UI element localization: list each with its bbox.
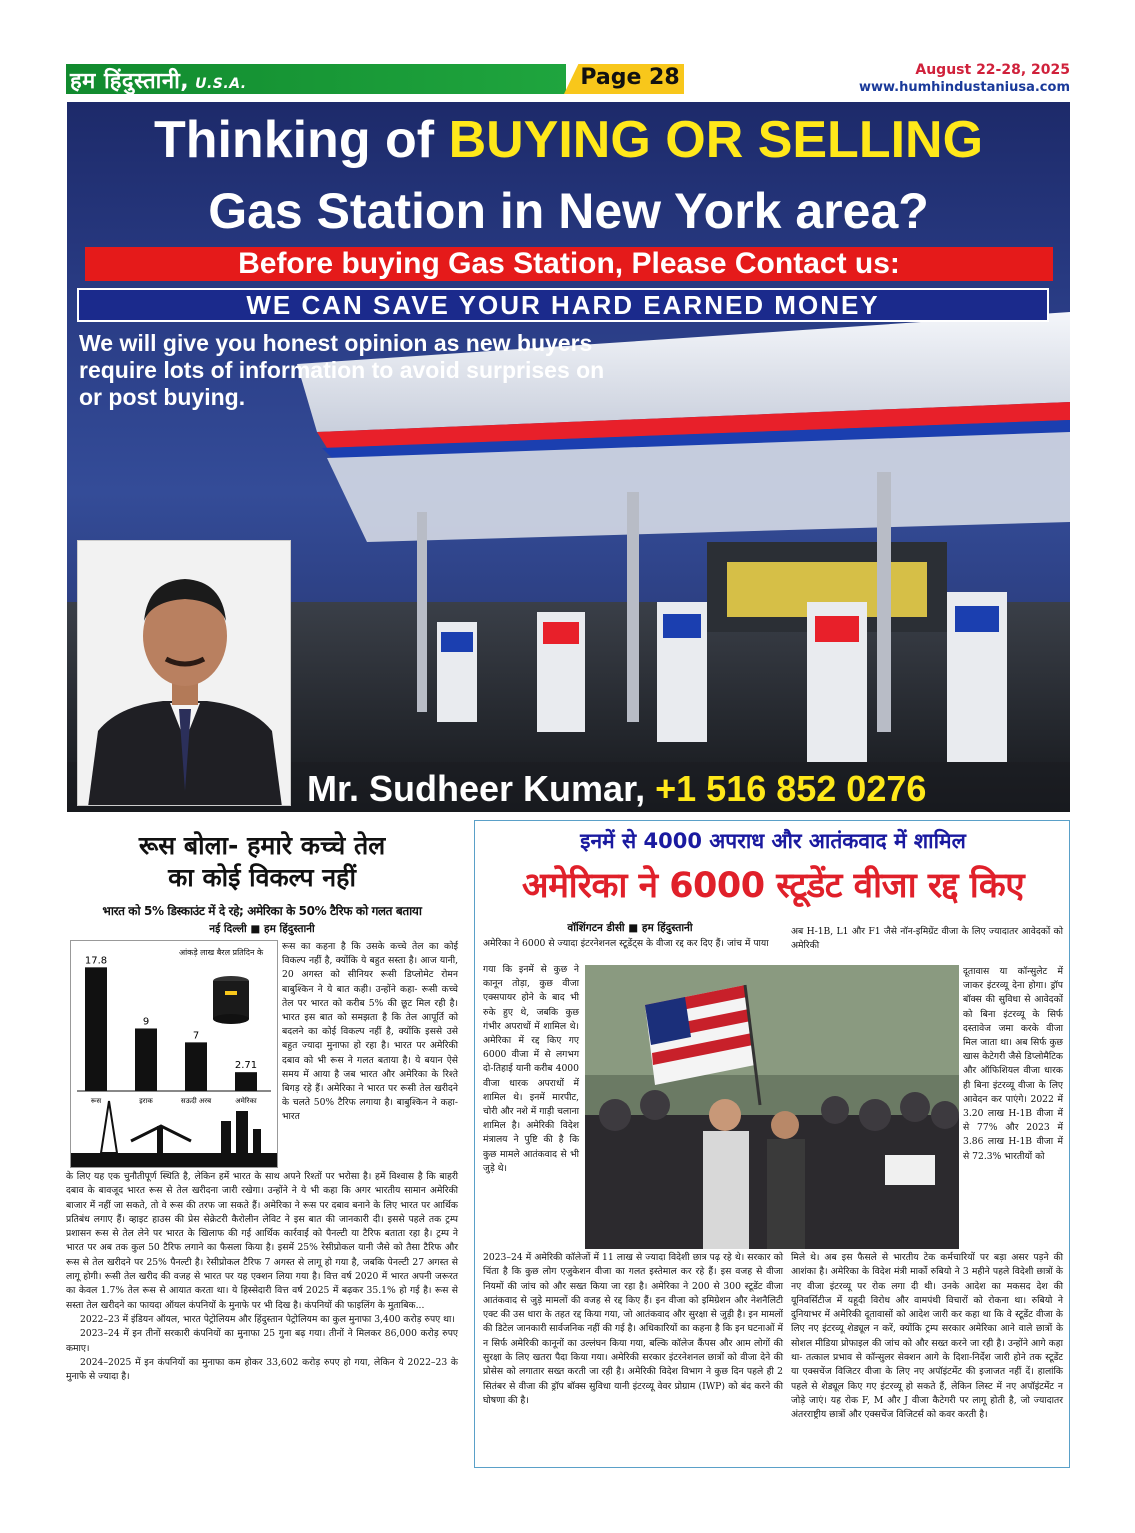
article-subheadline: भारत को 5% डिस्काउंट में दे रहे; अमेरिका के 50% टैरिफ को गलत बताया [102, 904, 422, 918]
ad-headline-line1 [67, 110, 1070, 170]
website-link[interactable]: www.humhindustaniusa.com [858, 80, 1070, 95]
ad-headline-line2: Gas Station in New York area? [208, 183, 929, 239]
page-number: Page 28 [580, 65, 680, 90]
masthead-text: हम हिंदुस्तानी, [70, 69, 190, 94]
article-headline: अमेरिका ने 6000 स्टूडेंट वीजा रद्द किए [521, 866, 1025, 906]
article-intro: अमेरिका ने 6000 से ज्यादा इंटरनेशनल स्टूडेंट्स के वीजा रद्द कर दिए हैं। जांच में पाया [483, 938, 769, 949]
article-headline-line1: रूस बोला- हमारे कच्चे तेल [138, 831, 386, 860]
chart-value-label: 9 [142, 1016, 150, 1028]
ad-contact-banner: Before buying Gas Station, Please Contact us: [85, 247, 1053, 281]
masthead-title [70, 65, 247, 95]
article-dateline: वॉशिंगटन डीसी ■ हम हिंदुस्तानी [567, 922, 693, 934]
ad-save-banner: WE CAN SAVE YOUR HARD EARNED MONEY [77, 288, 1049, 322]
article-body-wrap: रूस का कहना है कि उसके कच्चे तेल का कोई विकल्प नहीं है, क्योंकि ये बहुत सस्ता है। आज यानी, 20 अगस्त को सीनियर रूसी डिप्लोमेट रोमन बाबुश्किन ने ये बात कही। उन्होंने कहा- रूसी कच्चे तेल पर भारत को करीब 5% की छूट मिल रही है। भारत इस बात को समझता है कि तेल आपूर्ति को बदलने का कोई विकल्प नहीं है, क्योंकि इससे उसे बहुत ज्यादा मुनाफा हो रहा है। भारत पर अमेरिकी दबाव को भी रूस ने गलत बताया है। ये बयान ऐसे समय में आया है जब भारत और अमेरिका के रिश्ते बिगड़ रहे हैं। अमेरिका ने भारत पर रूसी तेल खरीदने के चलते 50% टैरिफ लगाया है। बाबुश्किन ने कहा- भारत [282, 941, 458, 1123]
article-kicker: इनमें से 4000 अपराध और आतंकवाद में शामिल [580, 829, 966, 853]
chart-bar [235, 1072, 257, 1091]
article-paragraph: के लिए यह एक चुनौतीपूर्ण स्थिति है, लेकिन हमें भारत के साथ अपने रिश्तों पर भरोसा है। हमें विश्वास है कि बाहरी दबाव के बावजूद भारत रूस से तेल खरीदना जारी रखेगा। उन्होंने ने ये भी कहा कि अगर भारतीय सामान अमेरिकी बाजार में नहीं जा सकते, तो वे रूस की तरफ जा सकते हैं। अमेरिका ने रूस पर दबाव बनाने के लिए भारत पर आर्थिक प्रतिबंध लगाए हैं। व्हाइट हाउस की प्रेस सेक्रेटरी कैरोलीन लेविट ने इस बात की जानकारी दी। इससे पहले तक ट्रम्प प्रशासन रूस से तेल लेने पर भारत के खिलाफ की गई आर्थिक कार्रवाई को पैनल्टी या टैरिफ बताता रहा है। ट्रम्प ने भारत पर अब तक कुल 50 टैरिफ लगाने का फैसला किया है। इसमें 25% रेसीप्रोकल यानी जैसे को तैसा टैरिफ और रूस से तेल खरीदने पर 25% पैनल्टी है। रेसीप्रोकल टैरिफ 7 अगस्त से लागू हो गया है, जबकि पेनल्टी 27 अगस्त से लागू होगी। रूसी तेल खरीद की वजह से भारत पर यह एक्शन लिया गया है। वित्त वर्ष 2020 में भारत अपनी जरूरत का केवल 1.7% तेल रूस से आयात करता था। ये हिस्सेदारी वित्त वर्ष 2025 में बढ़कर 35.1% हो गई है। रूस से सस्ता तेल खरीदने का फायदा ऑयल कंपनियों के मुनाफे पर भी दिख है। कंपनियों की फाइलिंग के मुताबिक... [66, 1171, 458, 1311]
russia-oil-article [66, 822, 458, 1467]
chart-value-label: 2.71 [234, 1060, 258, 1072]
chart-category-label: रूस [90, 1097, 102, 1105]
article-headline-line2: का कोई विकल्प नहीं [168, 863, 356, 892]
chart-bar [135, 1028, 157, 1091]
article-body [66, 1170, 458, 1384]
advertiser-name: Mr. Sudheer Kumar, [307, 768, 646, 809]
chart-value-label: 17.8 [84, 955, 108, 967]
oil-barrel-icon [213, 976, 249, 1024]
article-dateline: नई दिल्ली ■ हम हिंदुस्तानी [209, 923, 315, 935]
chart-category-label: अमेरिका [235, 1097, 257, 1105]
chart-value-label: 7 [192, 1030, 200, 1042]
protest-photo [585, 965, 959, 1249]
chart-category-label: इराक [139, 1097, 153, 1105]
protest-crowd-image [585, 965, 959, 1249]
article-body-right-top: अब H-1B, L1 और F1 जैसे नॉन-इमिग्रेंट वीजा के लिए ज्यादातर आवेदकों को अमेरिकी [791, 926, 1063, 952]
article-paragraph: 2024–2025 में इन कंपनियों का मुनाफा कम होकर 33,602 करोड़ रुपए हो गया, लेकिन ये 2022–23 के मुनाफे से ज्यादा है। [66, 1356, 458, 1383]
article-body-wrap-right: दूतावास या कॉन्सुलेट में जाकर इंटरव्यू देना होगा। ड्रॉप बॉक्स की सुविधा से आवेदकों को बिना इंटरव्यू के सिर्फ दस्तावेज जमा करके वीजा मिल जाता था। अब सिर्फ कुछ खास केटेगरी जैसे डिप्लोमैटिक और ऑफिशियल वीजा धारक ही बिना इंटरव्यू वीजा के लिए आवेदन कर पाएंगे। 2022 में 3.20 लाख H-1B वीजा में से 77% और 2023 में 3.86 लाख H-1B वीजा में से 72.3% भारतीयों को [963, 966, 1063, 1162]
article-paragraph: 2023–24 में इन तीनों सरकारी कंपनियों का मुनाफा 25 गुना बढ़ गया। तीनों ने मिलकर 86,000 करोड़ रुपए कमाए। [66, 1328, 458, 1354]
issue-date: August 22-28, 2025 [915, 62, 1070, 78]
ad-headline-prefix: Thinking of [153, 111, 449, 169]
article-paragraph: 2022–23 में इंडियन ऑयल, भारत पेट्रोलियम और हिंदुस्तान पेट्रोलियम का कुल मुनाफा 3,400 करोड़ रुपए था। [80, 1313, 455, 1325]
page-header [66, 62, 1070, 100]
chart-bar [85, 967, 107, 1091]
advertiser-contact [307, 768, 926, 810]
oil-derrick-illustration [71, 1101, 277, 1167]
article-body-right: मिले थे। अब इस फैसले से भारतीय टेक कर्मचारियों पर बड़ा असर पड़ने की आशंका है। अमेरिका के विदेश मंत्री मार्को रुबियो ने 3 महीने पहले विदेशी छात्रों के नए वीजा इंटरव्यू पर रोक लगा दी थी। उनके आदेश का मकसद देश की यूनिवर्सिटीज में यहूदी विरोध और वामपंथी विचारों को रोकना था। रुबियो ने दुनियाभर में अमेरिकी दूतावासों को आदेश जारी कर कहा था कि वे स्टूडेंट वीजा के लिए नए इंटरव्यू शेड्यूल न करें, क्योंकि ट्रम्प सरकार अमेरिका आने वाले छात्रों के सोशल मीडिया प्रोफाइल की जांच को और सख्त करने जा रही है। उन्होंने आगे कहा था- तत्काल प्रभाव से कॉन्सुलर सेक्शन आगे के दिशा-निर्देश जारी होने तक स्टूडेंट या एक्सचेंज विजिटर वीजा के लिए नए अपॉइंटमेंट की इजाजत नहीं दें। हालांकि पहले से शेड्यूल किए गए इंटरव्यू हो सकते हैं, लेकिन लिस्ट में नए अपॉइंटमेंट न जोड़े जाएं। यह रोक F, M और J वीजा कैटेगरी पर लागू होती है, जो ज्यादातर अंतरराष्ट्रीय छात्रों और एक्सचेंज विजिटर्स को कवर करती है। [791, 1252, 1063, 1421]
ad-body-text: We will give you honest opinion as new buyers require lots of information to avoid surprises on or post buying. [79, 330, 605, 410]
advertiser-phone[interactable]: +1 516 852 0276 [655, 768, 927, 809]
chart-title: आंकड़े लाख बैरल प्रतिदिन के [179, 948, 264, 957]
article-body-left: 2023–24 में अमेरिकी कॉलेजों में 11 लाख से ज्यादा विदेशी छात्र पढ़ रहे थे। सरकार को चिंता है कि कुछ लोग एजुकेशन वीजा का गलत इस्तेमाल कर रहे हैं। इस वजह से वीजा नियमों की जांच को और सख्त किया जा रहा है। अमेरिका ने 200 से 300 स्टूडेंट वीजा आतंकवाद से जुड़े मामलों की वजह से रद्द किए हैं। इन वीजा को इमिग्रेशन और नेशनैलिटी एक्ट की उस धारा के तहत रद्द किया गया, जो आतंकवाद और सुरक्षा से जुड़ी है। इन मामलों की डिटेल जानकारी सार्वजनिक नहीं की गई है। अधिकारियों का कहना है कि इन घटनाओं में न सिर्फ अमेरिकी कानूनों का उल्लंघन किया गया, बल्कि कॉलेज कैंपस और आम लोगों की सुरक्षा के लिए खतरा पैदा किया गया। अमेरिकी सरकार इंटरनेशनल छात्रों को वीजा देने की प्रोसेस को लगातार सख्त करती जा रही है। अमेरिकी विदेश विभाग ने कुछ दिन पहले ही 2 सितंबर से वीजा की ड्रॉप बॉक्स सुविधा यानी इंटरव्यू वेवर प्रोग्राम (IWP) को बंद करने की घोषणा की है। [483, 1252, 783, 1406]
person-icon [78, 541, 291, 806]
article-body-wrap-left: गया कि इनमें से कुछ ने कानून तोड़ा, कुछ वीजा एक्सपायर होने के बाद भी रुके हुए थे, जबकि कुछ गंभीर अपराधों में शामिल थे। अमेरिका में रद्द किए गए 6000 वीजा में से लगभग दो-तिहाई यानी करीब 4000 वीजा धारक अपराधों में शामिल थे। इनमें मारपीट, चोरी और नशे में गाड़ी चलाना शामिल है। अमेरिकी विदेश मंत्रालय ने पुष्टि की है कि कुछ मामले आतंकवाद से भी जुड़े थे। [483, 964, 579, 1174]
ad-headline-highlight: BUYING OR SELLING [448, 111, 984, 169]
chart-category-label: सऊदी अरब [180, 1097, 212, 1105]
masthead-subtitle: U.S.A. [195, 76, 247, 92]
chart-bar [185, 1042, 207, 1091]
advertiser-portrait [77, 540, 291, 806]
student-visa-article [474, 820, 1070, 1468]
gas-station-ad [67, 102, 1070, 812]
oil-import-chart [70, 940, 278, 1168]
oil-import-bar-chart [71, 941, 277, 1167]
protest-sign [885, 1155, 935, 1185]
